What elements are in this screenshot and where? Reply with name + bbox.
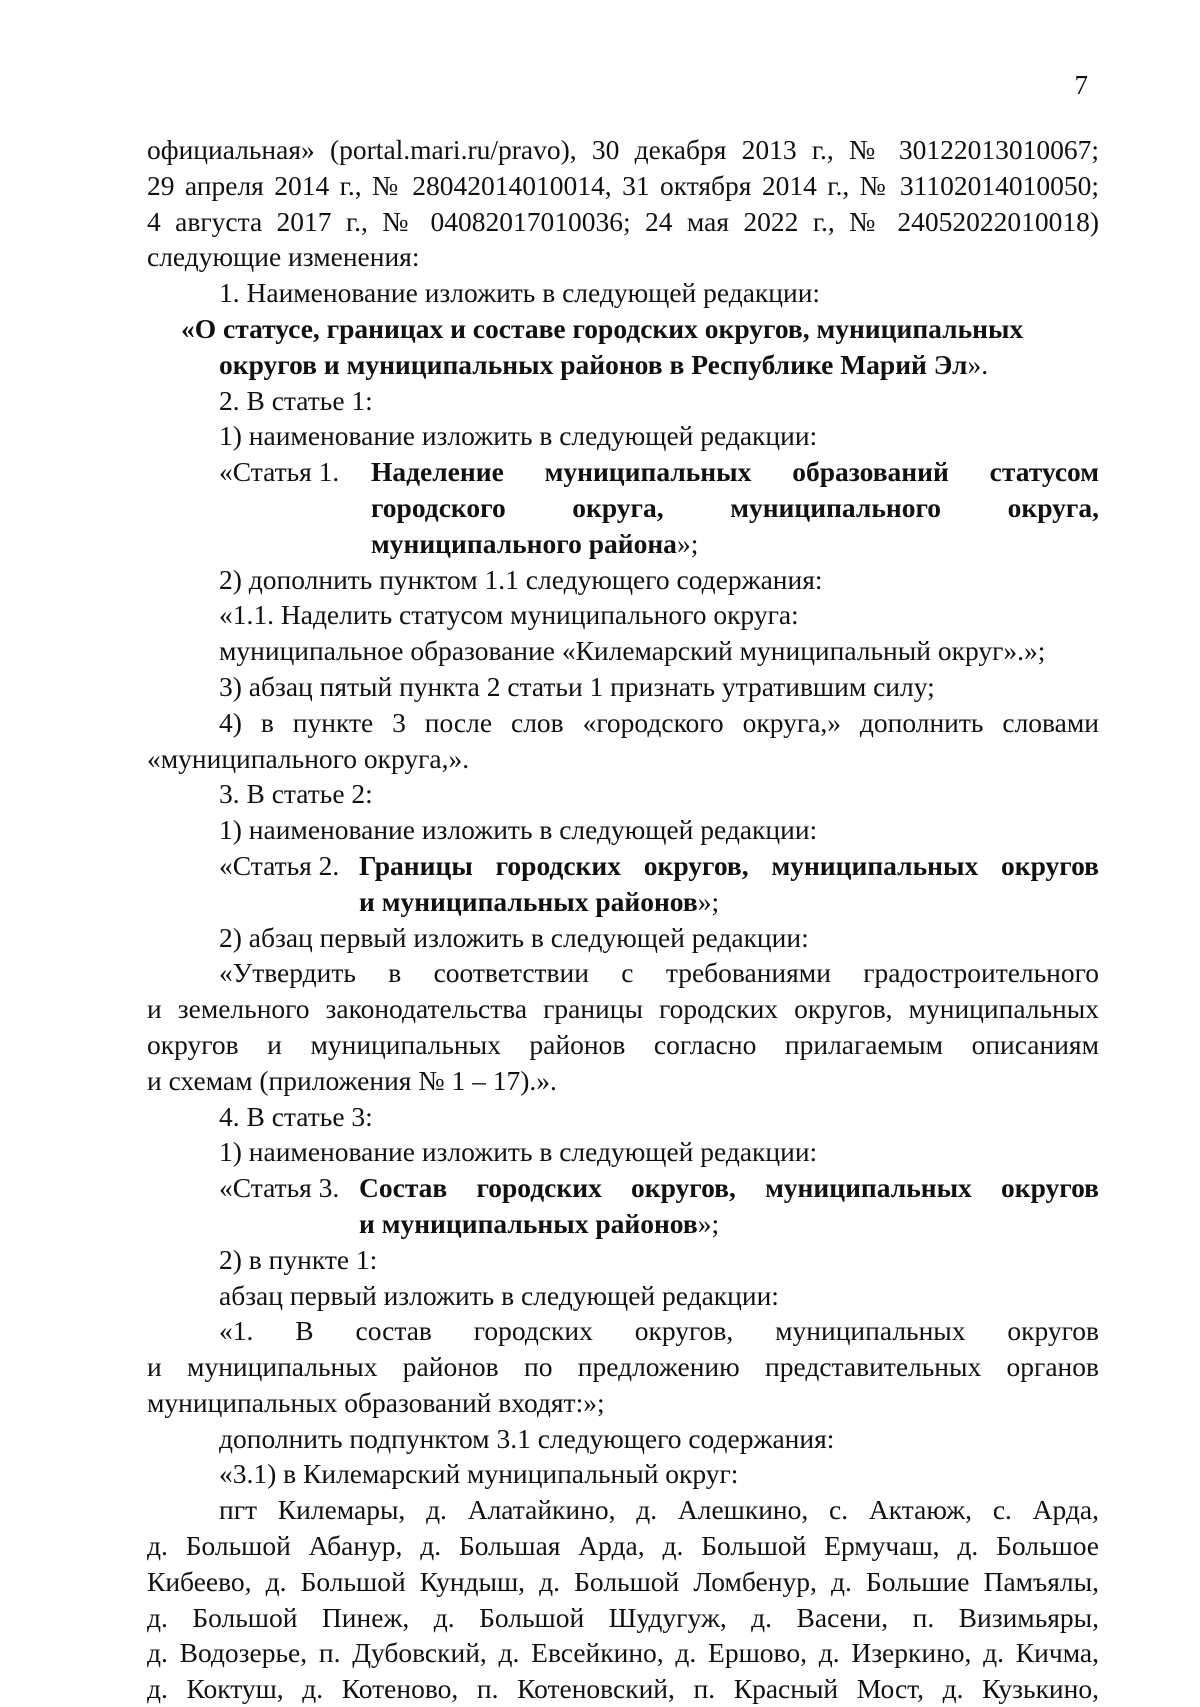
text-line: официальная» (portal.mari.ru/pravo), 30 декабря 2013 г., № 30122013010067; — [147, 134, 1099, 165]
text-line: Границы городских округов, муниципальных округов — [359, 849, 1099, 881]
text-line: 2. В статье 1: — [219, 384, 373, 416]
text-line: «3.1) в Килемарский муниципальный округ: — [219, 1458, 739, 1490]
text-line: «Утвердить в соответствии с требованиями градостроительного — [219, 957, 1099, 989]
text-line: муниципальных образований входят:»; — [147, 1386, 605, 1418]
text-line: и муниципальных районов — [359, 1207, 698, 1239]
text-line: д. Большой Пинеж, д. Большой Шудугуж, д. Васени, п. Визимьяры, — [147, 1601, 1099, 1633]
text-line: Состав городских округов, муниципальных округов — [359, 1172, 1099, 1204]
text-line: »; — [697, 885, 720, 917]
text-line: 4. В статье 3: — [219, 1100, 373, 1132]
article-label: «Статья 2. — [219, 849, 340, 881]
article-2-heading — [147, 848, 1099, 920]
text-line: и схемам (приложения № 1 – 17).». — [147, 1064, 557, 1096]
text-line: округов и муниципальных районов в Республике Марий Эл — [219, 348, 968, 380]
text-line: »; — [697, 1207, 720, 1239]
text-line: 3. В статье 2: — [219, 778, 373, 810]
text-line: ». — [967, 348, 989, 380]
text-line: и земельного законодательства границы городских округов, муниципальных — [147, 993, 1099, 1025]
article-1-heading — [147, 454, 1099, 561]
law-title-amendment — [147, 311, 1099, 383]
text-line: «О статусе, границах и составе городских округов, муниципальных — [181, 312, 1024, 344]
text-line: 3) абзац пятый пункта 2 статьи 1 признать утратившим силу; — [219, 670, 935, 702]
text-line: 29 апреля 2014 г., № 28042014010014, 31 октября 2014 г., № 31102014010050; — [147, 169, 1099, 201]
document-body — [147, 132, 1099, 1707]
article-title — [359, 1170, 1099, 1242]
text-line: муниципального района — [371, 527, 677, 559]
text-line: д. Коктуш, д. Котеново, п. Котеновский, п. Красный Мост, д. Кузькино, — [147, 1673, 1099, 1705]
text-line: д. Большой Абанур, д. Большая Арда, д. Большой Ермучаш, д. Большое — [147, 1530, 1099, 1562]
text-line: дополнить подпунктом 3.1 следующего содержания: — [219, 1422, 835, 1454]
text-line: муниципальное образование «Килемарский муниципальный округ».»; — [219, 635, 1046, 667]
text-line: 1. Наименование изложить в следующей редакции: — [219, 277, 821, 309]
text-line: »; — [676, 527, 699, 559]
text-line: «1.1. Наделить статусом муниципального округа: — [219, 599, 799, 631]
text-line: 2) абзац первый изложить в следующей редакции: — [219, 921, 809, 953]
article-label: «Статья 1. — [219, 456, 340, 488]
text-line: 4 августа 2017 г., № 04082017010036; 24 мая 2022 г., № 24052022010018) — [147, 205, 1099, 237]
article-label: «Статья 3. — [219, 1172, 340, 1204]
text-line: «муниципального округа,». — [147, 742, 470, 774]
text-line: следующие изменения: — [147, 241, 420, 273]
text-line: 1) наименование изложить в следующей редакции: — [219, 420, 818, 452]
text-line: 4) в пункте 3 после слов «городского округа,» дополнить словами — [219, 706, 1099, 738]
text-line: 1) наименование изложить в следующей редакции: — [219, 814, 818, 846]
text-line: д. Водозерье, п. Дубовский, д. Евсейкино, д. Ершово, д. Изеркино, д. Кичма, — [147, 1637, 1099, 1669]
text-line: 2) в пункте 1: — [219, 1243, 378, 1275]
text-line: 2) дополнить пунктом 1.1 следующего содержания: — [219, 563, 823, 595]
text-line: и муниципальных районов — [359, 885, 698, 917]
text-line: абзац первый изложить в следующей редакции: — [219, 1279, 779, 1311]
text-line: городского округа, муниципального округа, — [371, 491, 1099, 523]
text-line: Наделение муниципальных образований статусом — [371, 456, 1099, 488]
text-line: округов и муниципальных районов согласно прилагаемым описаниям — [147, 1028, 1099, 1060]
page-number: 7 — [1074, 70, 1088, 100]
text-line: 1) наименование изложить в следующей редакции: — [219, 1136, 818, 1168]
text-line: пгт Килемары, д. Алатайкино, д. Алешкино, с. Актаюж, с. Арда, — [219, 1494, 1099, 1526]
article-title — [371, 454, 1099, 561]
text-line: «1. В состав городских округов, муниципальных округов — [219, 1315, 1099, 1347]
text-line: и муниципальных районов по предложению представительных органов — [147, 1351, 1099, 1383]
article-3-heading — [147, 1170, 1099, 1242]
text-line: Кибеево, д. Большой Кундыш, д. Большой Ломбенур, д. Большие Памъялы, — [147, 1565, 1099, 1597]
article-title — [359, 848, 1099, 920]
